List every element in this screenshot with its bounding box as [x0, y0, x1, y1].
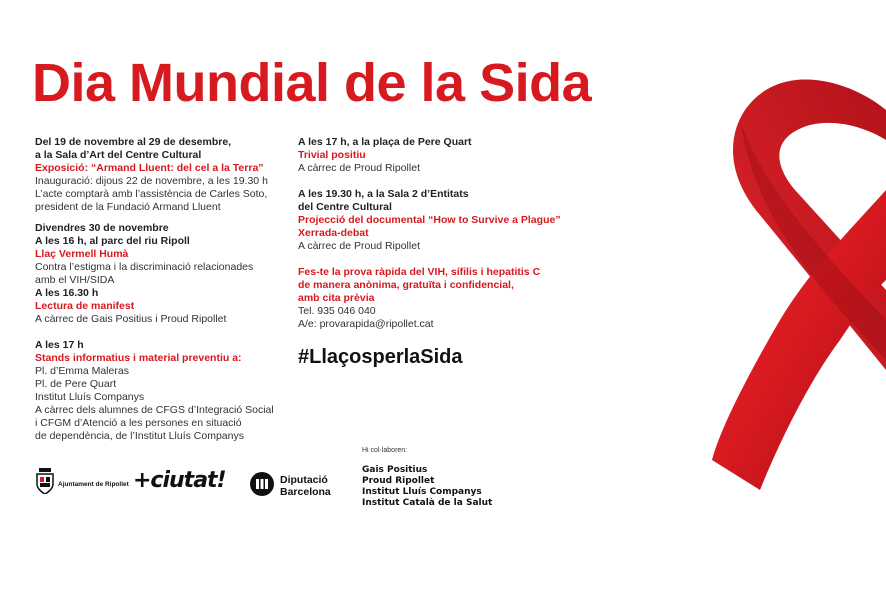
- collaborator: Institut Català de la Salut: [362, 498, 493, 508]
- diputacio-label-line: Barcelona: [280, 486, 331, 498]
- event-title: Llaç Vermell Humà: [35, 248, 129, 260]
- event-line: Pl. d’Emma Maleras: [35, 365, 129, 377]
- event-line: Pl. de Pere Quart: [35, 378, 117, 390]
- event-line: i CFGM d’Atenció a les persones en situació: [35, 417, 242, 429]
- exhibit-title: Exposició: “Armand Lluent: del cel a la Terra”: [35, 162, 264, 174]
- red-ribbon-image: [700, 40, 886, 530]
- event-line: amb el VIH/SIDA: [35, 274, 115, 286]
- hashtag: #LlaçosperlaSida: [298, 346, 463, 368]
- exhibit-place: a la Sala d’Art del Centre Cultural: [35, 149, 202, 161]
- diputacio-logo: [250, 470, 340, 500]
- event-title: Lectura de manifest: [35, 300, 135, 312]
- event-title: Stands informatius i material preventiu a:: [35, 352, 242, 364]
- collaborator: Gais Positius: [362, 465, 428, 475]
- event-line: A càrrec de Gais Positius i Proud Ripollet: [35, 313, 227, 325]
- ripollet-crest-icon: [36, 468, 54, 494]
- program-column-right: [298, 136, 598, 331]
- event-line: A càrrec de Proud Ripollet: [298, 240, 420, 252]
- event-line: de dependència, de l’Institut Lluís Companys: [35, 430, 244, 442]
- event-line: Contra l’estigma i la discriminació relacionades: [35, 261, 254, 273]
- event-line: A càrrec dels alumnes de CFGS d’Integració Social: [35, 404, 274, 416]
- exhibit-line: Inauguració: dijous 22 de novembre, a les 19.30 h: [35, 175, 268, 187]
- diputacio-icon: [250, 472, 274, 496]
- event-time: A les 17 h, a la plaça de Pere Quart: [298, 136, 472, 148]
- ciutat-logo: +ciutat!: [133, 468, 226, 493]
- event-time: A les 17 h: [35, 339, 84, 351]
- event-line: Institut Lluís Companys: [35, 391, 145, 403]
- event-title: Trivial positiu: [298, 149, 366, 161]
- collaborator: Institut Lluís Companys: [362, 487, 482, 497]
- test-line: amb cita prèvia: [298, 292, 375, 304]
- email-address: A/e: provarapida@ripollet.cat: [298, 318, 434, 330]
- exhibit-dates: Del 19 de novembre al 29 de desembre,: [35, 136, 232, 148]
- exhibit-line: L’acte comptarà amb l’assistència de Carles Soto,: [35, 188, 268, 200]
- event-time: A les 19.30 h, a la Sala 2 d’Entitats: [298, 188, 469, 200]
- event-time: A les 16.30 h: [35, 287, 99, 299]
- collaborators-label: Hi col·laboren:: [362, 447, 408, 454]
- test-line: Fes-te la prova ràpida del VIH, sífilis i hepatitis C: [298, 266, 541, 278]
- collaborators-list: [362, 465, 492, 509]
- event-time: del Centre Cultural: [298, 201, 392, 213]
- friday-heading: Divendres 30 de novembre: [35, 222, 169, 234]
- exhibit-line: president de la Fundació Armand Lluent: [35, 201, 221, 213]
- event-line: A càrrec de Proud Ripollet: [298, 162, 420, 174]
- event-time: A les 16 h, al parc del riu Ripoll: [35, 235, 190, 247]
- event-title: Projecció del documental “How to Survive a Plague”: [298, 214, 561, 226]
- phone-number: Tel. 935 046 040: [298, 305, 376, 317]
- page-title: Dia Mundial de la Sida: [32, 53, 592, 113]
- ajuntament-label: Ajuntament de Ripollet: [58, 481, 129, 488]
- event-title: Xerrada-debat: [298, 227, 369, 239]
- diputacio-label-line: Diputació: [280, 474, 328, 486]
- program-column-left: [35, 136, 290, 443]
- test-line: de manera anònima, gratuïta i confidencial,: [298, 279, 514, 291]
- diputacio-label: [280, 474, 331, 498]
- ajuntament-logo: [36, 468, 129, 498]
- collaborator: Proud Ripollet: [362, 476, 435, 486]
